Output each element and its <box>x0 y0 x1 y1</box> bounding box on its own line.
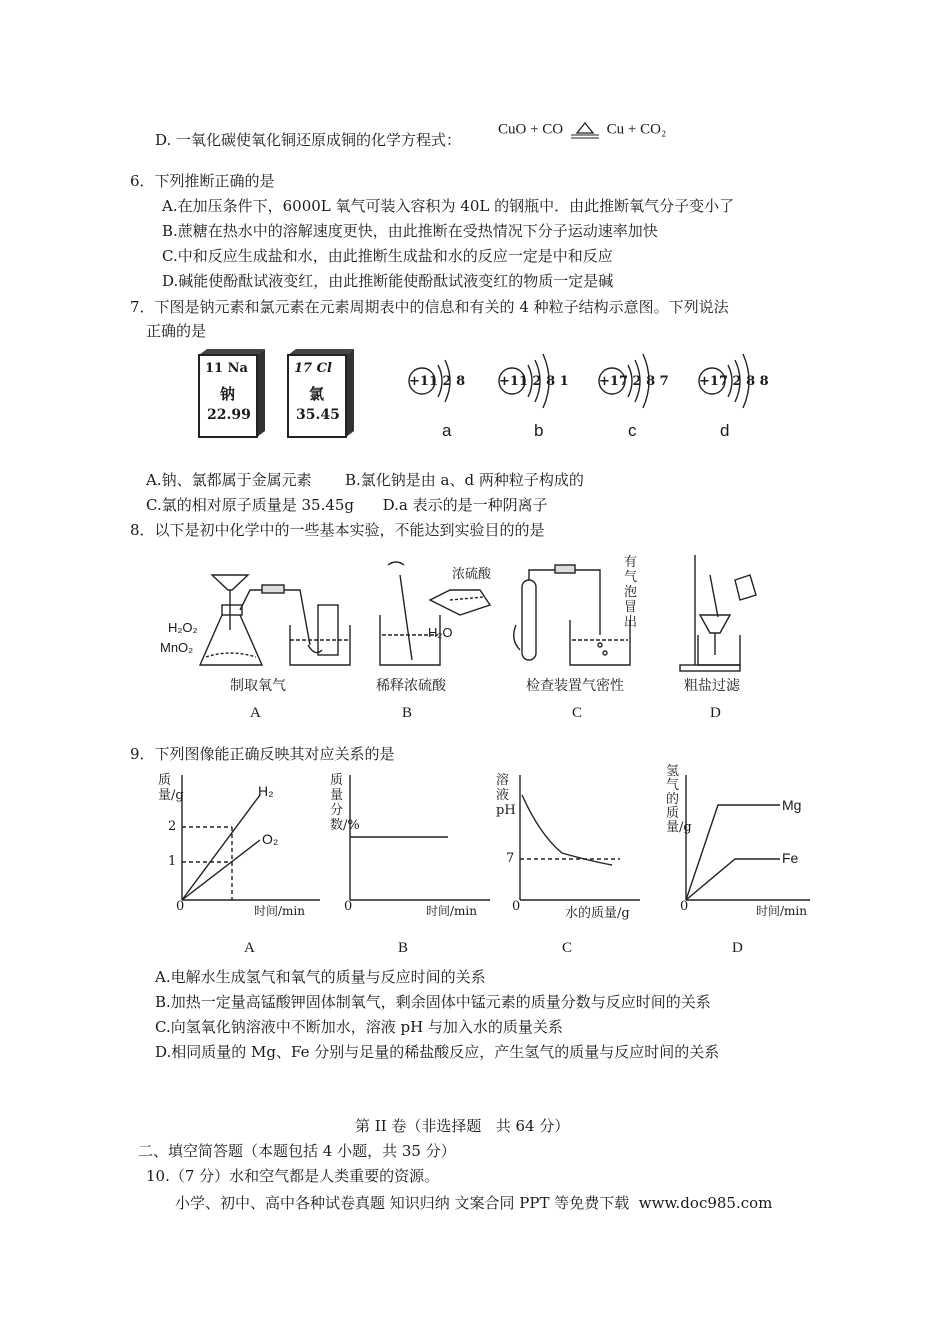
experiment-d-apparatus <box>680 555 756 671</box>
q6-stem: 6．下列推断正确的是 <box>130 172 275 190</box>
particle-diagrams <box>400 345 770 445</box>
particle-d-label: d <box>720 421 730 440</box>
graph-c-tick-7: 7 <box>506 851 515 866</box>
graph-b-origin: 0 <box>344 899 353 914</box>
particle-b-label: b <box>534 421 544 440</box>
q8-stem: 8．以下是初中化学中的一些基本实验，不能达到实验目的的是 <box>130 521 545 539</box>
particle-c-label: c <box>628 421 637 440</box>
na-name: 钠 <box>220 385 236 403</box>
q10-stem: 10.（7 分）水和空气都是人类重要的资源。 <box>146 1167 440 1185</box>
q7-options-line2: C.氯的相对原子质量是 35.45g D.a 表示的是一种阴离子 <box>146 496 548 514</box>
particle-a-label: a <box>442 421 452 440</box>
letter-d: D <box>710 705 721 721</box>
graph-b <box>350 775 490 900</box>
q9-graphs <box>150 765 830 965</box>
q6-option-d: D.碱能使酚酞试液变红，由此推断能使酚酞试液变红的物质一定是碱 <box>162 272 614 290</box>
graph-a-letter: A <box>244 940 255 956</box>
graph-a-tick-2: 2 <box>168 819 177 834</box>
na-number: 11 Na <box>205 361 248 376</box>
graph-a-series-h2: H₂ <box>258 783 274 799</box>
part2-section: 二、填空简答题（本题包括 4 小题，共 35 分） <box>138 1142 456 1160</box>
q9-option-d: D.相同质量的 Mg、Fe 分别与足量的稀盐酸反应，产生氢气的质量与反应时间的关系 <box>155 1043 720 1061</box>
experiment-c-apparatus <box>514 565 630 665</box>
graph-a-h2-line <box>182 795 260 900</box>
graph-a-xlabel: 时间/min <box>254 904 305 918</box>
element-card-cl <box>284 347 354 437</box>
label-h2o2: H₂O₂ <box>168 620 198 635</box>
graph-d-series-fe: Fe <box>782 850 799 866</box>
graph-d-series-mg: Mg <box>782 797 802 813</box>
graph-d-ylabel: 氢气的质量/g <box>666 764 692 835</box>
q9-option-a: A.电解水生成氢气和氧气的质量与反应时间的关系 <box>155 968 486 986</box>
graph-d-origin: 0 <box>680 899 689 914</box>
graph-d-xlabel: 时间/min <box>756 904 807 918</box>
part2-title: 第 II 卷（非选择题 共 64 分） <box>355 1117 570 1135</box>
q5-equation <box>498 121 666 139</box>
letter-c: C <box>572 705 583 721</box>
caption-c: 检查装置气密性 <box>526 678 624 694</box>
heat-arrow-icon <box>567 121 603 139</box>
graph-a-o2-line <box>182 840 260 900</box>
q6-option-c: C.中和反应生成盐和水，由此推断生成盐和水的反应一定是中和反应 <box>162 247 613 265</box>
particle-c-nucleus: +17 2 8 7 <box>599 374 669 389</box>
label-h2o: H₂O <box>428 625 453 640</box>
graph-d-fe-line <box>686 859 780 900</box>
cl-number: 17 Cl <box>294 361 332 376</box>
equation-left: CuO + CO <box>498 121 564 138</box>
caption-a: 制取氧气 <box>230 678 286 694</box>
particle-d-nucleus: +17 2 8 8 <box>699 374 769 389</box>
caption-b: 稀释浓硫酸 <box>376 678 446 694</box>
graph-d-letter: D <box>732 940 743 956</box>
label-mno2: MnO₂ <box>160 640 194 655</box>
footer: 小学、初中、高中各种试卷真题 知识归纳 文案合同 PPT 等免费下载 www.doc985.com <box>175 1194 773 1212</box>
na-mass: 22.99 <box>207 407 251 423</box>
graph-b-letter: B <box>398 940 409 956</box>
letter-b: B <box>402 705 413 721</box>
cl-mass: 35.45 <box>296 407 340 423</box>
label-conc-sulfuric: 浓硫酸 <box>452 567 492 582</box>
q9-stem: 9．下列图像能正确反映其对应关系的是 <box>130 745 395 763</box>
graph-d-mg-line <box>686 805 780 900</box>
letter-a: A <box>250 705 261 721</box>
graph-a-series-o2: O₂ <box>262 831 279 847</box>
graph-c-curve <box>522 795 612 865</box>
graph-c-ylabel: 溶液pH <box>496 773 516 818</box>
graph-b-xlabel: 时间/min <box>426 904 477 918</box>
graph-d <box>686 775 810 900</box>
graph-a-origin: 0 <box>176 899 185 914</box>
graph-c <box>520 775 640 900</box>
q9-option-c: C.向氢氧化钠溶液中不断加水，溶液 pH 与加入水的质量关系 <box>155 1018 563 1036</box>
q7-options-line1: A.钠、氯都属于金属元素 B.氯化钠是由 a、d 两种粒子构成的 <box>146 471 584 489</box>
element-card-na <box>195 347 265 437</box>
q9-option-b: B.加热一定量高锰酸钾固体制氧气，剩余固体中锰元素的质量分数与反应时间的关系 <box>155 993 711 1011</box>
graph-a-ylabel: 质量/g <box>158 773 184 803</box>
q5-option-d: D. 一氧化碳使氧化铜还原成铜的化学方程式： <box>155 131 462 149</box>
q6-option-b: B.蔗糖在热水中的溶解速度更快，由此推断在受热情况下分子运动速率加快 <box>162 222 658 240</box>
graph-b-ylabel: 质量分数/% <box>330 773 360 833</box>
graph-c-letter: C <box>562 940 573 956</box>
graph-c-xlabel: 水的质量/g <box>565 906 630 921</box>
equation-right: Cu + CO₂ <box>606 121 667 138</box>
q7-stem-line2: 正确的是 <box>146 322 207 340</box>
particle-a-nucleus: +11 2 8 <box>409 374 466 389</box>
q8-experiments <box>150 545 770 725</box>
experiment-a-apparatus <box>200 575 350 665</box>
graph-a <box>182 775 320 900</box>
cl-name: 氯 <box>309 385 325 403</box>
particle-b-nucleus: +11 2 8 1 <box>499 374 569 389</box>
q7-stem-line1: 7．下图是钠元素和氯元素在元素周期表中的信息和有关的 4 种粒子结构示意图。下列说法 <box>130 298 729 316</box>
q6-option-a: A.在加压条件下，6000L 氧气可装入容积为 40L 的钢瓶中．由此推断氧气分子变小了 <box>162 197 735 215</box>
caption-d: 粗盐过滤 <box>684 678 740 694</box>
label-bubbles: 有气泡冒出 <box>624 555 638 630</box>
graph-c-origin: 0 <box>512 899 521 914</box>
graph-a-tick-1: 1 <box>168 854 177 869</box>
